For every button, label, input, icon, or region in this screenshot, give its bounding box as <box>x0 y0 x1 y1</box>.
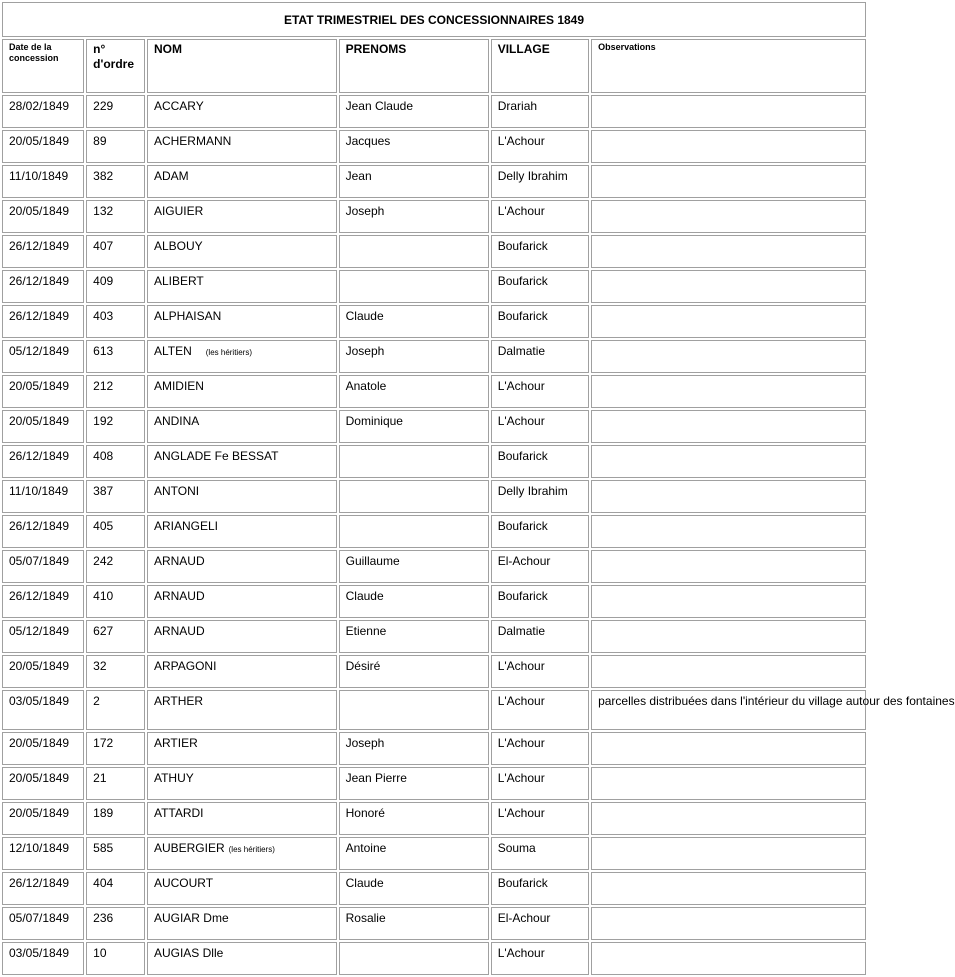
cell-nom <box>147 837 337 870</box>
cell-observations <box>591 130 866 163</box>
nom-text: ARPAGONI <box>153 659 217 673</box>
cell-prenoms <box>339 235 489 268</box>
cell-ordre: 21 <box>86 767 145 800</box>
table-row <box>2 445 866 478</box>
nom-text: ARTHER <box>153 694 204 708</box>
cell-village: Drariah <box>491 95 589 128</box>
nom-text: ALPHAISAN <box>153 309 222 323</box>
cell-nom <box>147 907 337 940</box>
cell-ordre: 408 <box>86 445 145 478</box>
cell-ordre: 405 <box>86 515 145 548</box>
cell-nom <box>147 732 337 765</box>
header-nom: NOM <box>147 39 337 93</box>
cell-nom <box>147 410 337 443</box>
cell-village: L'Achour <box>491 767 589 800</box>
table-row <box>2 732 866 765</box>
cell-date: 26/12/1849 <box>2 270 84 303</box>
cell-date: 03/05/1849 <box>2 942 84 975</box>
cell-village: El-Achour <box>491 550 589 583</box>
table-row <box>2 655 866 688</box>
cell-observations <box>591 942 866 975</box>
cell-ordre: 192 <box>86 410 145 443</box>
cell-village: Boufarick <box>491 445 589 478</box>
cell-prenoms: Etienne <box>339 620 489 653</box>
cell-date: 20/05/1849 <box>2 200 84 233</box>
table-row <box>2 690 866 730</box>
cell-date: 20/05/1849 <box>2 375 84 408</box>
cell-nom <box>147 200 337 233</box>
cell-ordre: 613 <box>86 340 145 373</box>
cell-ordre: 403 <box>86 305 145 338</box>
nom-text: AIGUIER <box>153 204 204 218</box>
cell-nom <box>147 165 337 198</box>
cell-village: Dalmatie <box>491 340 589 373</box>
header-prenoms: PRENOMS <box>339 39 489 93</box>
nom-text: AMIDIEN <box>153 379 204 393</box>
cell-prenoms <box>339 942 489 975</box>
cell-ordre: 32 <box>86 655 145 688</box>
header-village: VILLAGE <box>491 39 589 93</box>
nom-note: (les héritiers) <box>205 348 252 357</box>
cell-prenoms <box>339 515 489 548</box>
cell-village: El-Achour <box>491 907 589 940</box>
cell-nom <box>147 480 337 513</box>
table-row <box>2 550 866 583</box>
cell-ordre: 236 <box>86 907 145 940</box>
cell-ordre: 229 <box>86 95 145 128</box>
cell-ordre: 10 <box>86 942 145 975</box>
cell-village: Boufarick <box>491 235 589 268</box>
cell-observations <box>591 585 866 618</box>
cell-village: Dalmatie <box>491 620 589 653</box>
cell-nom <box>147 620 337 653</box>
cell-observations <box>591 445 866 478</box>
cell-prenoms: Jean Pierre <box>339 767 489 800</box>
cell-observations <box>591 200 866 233</box>
cell-nom <box>147 375 337 408</box>
cell-prenoms: Jean Claude <box>339 95 489 128</box>
cell-village: L'Achour <box>491 942 589 975</box>
cell-prenoms: Claude <box>339 305 489 338</box>
cell-observations <box>591 480 866 513</box>
table-row <box>2 200 866 233</box>
nom-note: (les héritiers) <box>228 845 275 854</box>
cell-observations <box>591 550 866 583</box>
nom-text: ARTIER <box>153 736 198 750</box>
title-row <box>2 2 866 37</box>
nom-text: ARNAUD <box>153 589 205 603</box>
cell-prenoms: Dominique <box>339 410 489 443</box>
cell-prenoms <box>339 480 489 513</box>
cell-nom <box>147 305 337 338</box>
nom-text: AUBERGIER <box>153 841 225 855</box>
cell-prenoms: Antoine <box>339 837 489 870</box>
cell-nom <box>147 515 337 548</box>
cell-observations <box>591 95 866 128</box>
nom-text: AUCOURT <box>153 876 214 890</box>
cell-prenoms: Claude <box>339 872 489 905</box>
cell-date: 20/05/1849 <box>2 410 84 443</box>
table-row <box>2 410 866 443</box>
cell-nom <box>147 767 337 800</box>
table-row <box>2 235 866 268</box>
nom-text: ANDINA <box>153 414 200 428</box>
cell-village: L'Achour <box>491 690 589 730</box>
cell-observations <box>591 872 866 905</box>
cell-date: 26/12/1849 <box>2 585 84 618</box>
cell-date: 20/05/1849 <box>2 732 84 765</box>
cell-prenoms: Anatole <box>339 375 489 408</box>
cell-village: Boufarick <box>491 515 589 548</box>
cell-nom <box>147 942 337 975</box>
cell-date: 26/12/1849 <box>2 872 84 905</box>
cell-date: 05/12/1849 <box>2 340 84 373</box>
table-row <box>2 872 866 905</box>
cell-ordre: 132 <box>86 200 145 233</box>
cell-observations <box>591 235 866 268</box>
header-observations: Observations <box>591 39 866 93</box>
cell-nom <box>147 235 337 268</box>
cell-ordre: 387 <box>86 480 145 513</box>
cell-ordre: 242 <box>86 550 145 583</box>
cell-prenoms: Claude <box>339 585 489 618</box>
cell-observations <box>591 655 866 688</box>
cell-observations <box>591 620 866 653</box>
cell-village: L'Achour <box>491 802 589 835</box>
header-ordre: n° d'ordre <box>86 39 145 93</box>
table-row <box>2 480 866 513</box>
nom-text: AUGIAR Dme <box>153 911 229 925</box>
table-row <box>2 95 866 128</box>
cell-prenoms: Rosalie <box>339 907 489 940</box>
cell-ordre: 212 <box>86 375 145 408</box>
cell-date: 26/12/1849 <box>2 305 84 338</box>
table-row <box>2 130 866 163</box>
cell-prenoms: Joseph <box>339 732 489 765</box>
cell-observations <box>591 165 866 198</box>
cell-date: 26/12/1849 <box>2 515 84 548</box>
cell-nom <box>147 270 337 303</box>
table-row <box>2 340 866 373</box>
cell-ordre: 172 <box>86 732 145 765</box>
nom-text: ACCARY <box>153 99 204 113</box>
cell-observations <box>591 410 866 443</box>
cell-observations <box>591 515 866 548</box>
cell-village: Delly Ibrahim <box>491 165 589 198</box>
cell-observations <box>591 270 866 303</box>
table-row <box>2 907 866 940</box>
cell-observations <box>591 305 866 338</box>
cell-ordre: 2 <box>86 690 145 730</box>
nom-text: ADAM <box>153 169 189 183</box>
cell-observations <box>591 732 866 765</box>
cell-prenoms: Désiré <box>339 655 489 688</box>
nom-text: ALBOUY <box>153 239 203 253</box>
nom-text: ANGLADE Fe BESSAT <box>153 449 279 463</box>
cell-village: L'Achour <box>491 410 589 443</box>
cell-nom <box>147 872 337 905</box>
table-row <box>2 165 866 198</box>
cell-observations: parcelles distribuées dans l'intérieur du village autour des fontaines <box>591 690 866 730</box>
cell-nom <box>147 655 337 688</box>
table-row <box>2 942 866 975</box>
cell-observations <box>591 767 866 800</box>
cell-nom <box>147 802 337 835</box>
cell-ordre: 409 <box>86 270 145 303</box>
nom-text: ALTEN <box>153 344 192 358</box>
page-title: ETAT TRIMESTRIEL DES CONCESSIONNAIRES 1849 <box>2 2 866 37</box>
cell-village: L'Achour <box>491 655 589 688</box>
cell-village: Boufarick <box>491 305 589 338</box>
cell-prenoms <box>339 445 489 478</box>
cell-date: 11/10/1849 <box>2 165 84 198</box>
cell-nom <box>147 690 337 730</box>
cell-date: 20/05/1849 <box>2 130 84 163</box>
table-row <box>2 767 866 800</box>
cell-date: 05/07/1849 <box>2 907 84 940</box>
table-row <box>2 585 866 618</box>
cell-date: 26/12/1849 <box>2 445 84 478</box>
nom-text: AUGIAS Dlle <box>153 946 224 960</box>
nom-text: ARIANGELI <box>153 519 218 533</box>
cell-observations <box>591 375 866 408</box>
cell-prenoms: Joseph <box>339 200 489 233</box>
cell-nom <box>147 130 337 163</box>
cell-ordre: 404 <box>86 872 145 905</box>
cell-date: 28/02/1849 <box>2 95 84 128</box>
cell-prenoms: Jean <box>339 165 489 198</box>
cell-village: Delly Ibrahim <box>491 480 589 513</box>
cell-ordre: 627 <box>86 620 145 653</box>
header-date: Date de la concession <box>2 39 84 93</box>
cell-nom <box>147 585 337 618</box>
cell-ordre: 89 <box>86 130 145 163</box>
cell-date: 11/10/1849 <box>2 480 84 513</box>
cell-prenoms <box>339 270 489 303</box>
cell-village: Boufarick <box>491 872 589 905</box>
nom-text: ATHUY <box>153 771 194 785</box>
cell-observations <box>591 907 866 940</box>
cell-prenoms: Guillaume <box>339 550 489 583</box>
header-row <box>2 39 866 93</box>
nom-text: ACHERMANN <box>153 134 232 148</box>
cell-date: 12/10/1849 <box>2 837 84 870</box>
cell-observations <box>591 802 866 835</box>
cell-ordre: 189 <box>86 802 145 835</box>
cell-village: L'Achour <box>491 375 589 408</box>
table-row <box>2 837 866 870</box>
cell-date: 20/05/1849 <box>2 767 84 800</box>
cell-nom <box>147 95 337 128</box>
cell-nom <box>147 340 337 373</box>
cell-ordre: 585 <box>86 837 145 870</box>
cell-date: 03/05/1849 <box>2 690 84 730</box>
cell-observations <box>591 340 866 373</box>
table-row <box>2 515 866 548</box>
cell-prenoms: Jacques <box>339 130 489 163</box>
table-row <box>2 620 866 653</box>
cell-nom <box>147 445 337 478</box>
cell-ordre: 410 <box>86 585 145 618</box>
table-row <box>2 802 866 835</box>
table-row <box>2 375 866 408</box>
cell-observations <box>591 837 866 870</box>
cell-village: L'Achour <box>491 732 589 765</box>
cell-ordre: 382 <box>86 165 145 198</box>
nom-text: ATTARDI <box>153 806 204 820</box>
cell-prenoms: Honoré <box>339 802 489 835</box>
cell-ordre: 407 <box>86 235 145 268</box>
nom-text: ARNAUD <box>153 624 205 638</box>
cell-village: Boufarick <box>491 585 589 618</box>
cell-village: Boufarick <box>491 270 589 303</box>
cell-date: 26/12/1849 <box>2 235 84 268</box>
nom-text: ARNAUD <box>153 554 205 568</box>
nom-text: ALIBERT <box>153 274 204 288</box>
cell-date: 05/12/1849 <box>2 620 84 653</box>
cell-date: 05/07/1849 <box>2 550 84 583</box>
cell-village: L'Achour <box>491 130 589 163</box>
cell-prenoms <box>339 690 489 730</box>
nom-text: ANTONI <box>153 484 200 498</box>
cell-nom <box>147 550 337 583</box>
cell-date: 20/05/1849 <box>2 802 84 835</box>
table-row <box>2 270 866 303</box>
cell-date: 20/05/1849 <box>2 655 84 688</box>
table-row <box>2 305 866 338</box>
cell-prenoms: Joseph <box>339 340 489 373</box>
cell-village: L'Achour <box>491 200 589 233</box>
cell-village: Souma <box>491 837 589 870</box>
